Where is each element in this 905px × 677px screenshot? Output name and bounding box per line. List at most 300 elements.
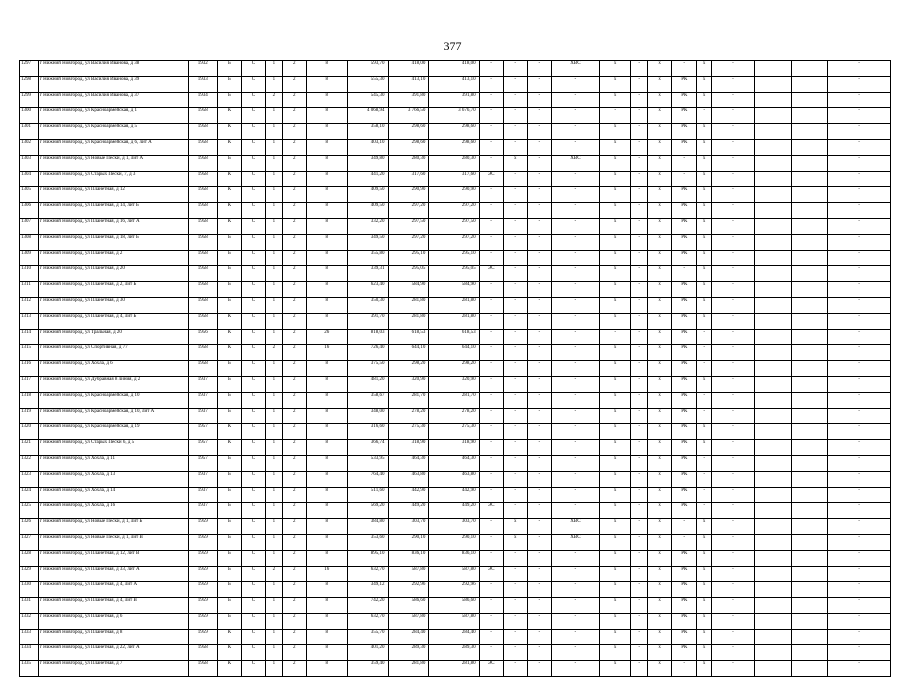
cell-x8: РК xyxy=(672,345,697,361)
table-row xyxy=(20,376,891,392)
cell-c: 8 xyxy=(306,392,347,408)
cell-x2: - xyxy=(503,250,527,266)
cell-x2: - xyxy=(503,471,527,487)
table-row xyxy=(20,566,891,582)
cell-b: 2 xyxy=(282,440,306,456)
cell-s2: 298,60 xyxy=(388,124,429,140)
cell-empty xyxy=(791,203,828,219)
cell-year: 1957 xyxy=(188,455,217,471)
cell-x10: - xyxy=(711,471,754,487)
cell-x12: - xyxy=(828,187,891,203)
cell-n: 1301 xyxy=(20,124,39,140)
cell-x7: х xyxy=(648,503,672,519)
cell-x11 xyxy=(754,471,791,487)
cell-x10: - xyxy=(711,408,754,424)
cell-a: 1 xyxy=(266,297,283,313)
cell-t: С xyxy=(241,108,265,124)
cell-s2: 298,60 xyxy=(388,139,429,155)
cell-n: 1304 xyxy=(20,171,39,187)
cell-x11 xyxy=(754,582,791,598)
cell-x3: - xyxy=(527,92,551,108)
cell-addr: г Нижний Новгород, ул Планетная, д 12 xyxy=(38,187,188,203)
cell-t: С xyxy=(241,519,265,535)
cell-a: 1 xyxy=(266,629,283,645)
table-row xyxy=(20,424,891,440)
cell-s1: 632,70 xyxy=(347,566,388,582)
cell-x1: ЭС xyxy=(479,661,503,677)
cell-x11 xyxy=(754,566,791,582)
cell-n: 1305 xyxy=(20,187,39,203)
table-row xyxy=(20,645,891,661)
cell-wall: Б xyxy=(217,250,241,266)
cell-x7: х xyxy=(648,550,672,566)
cell-n: 1330 xyxy=(20,582,39,598)
cell-empty xyxy=(791,471,828,487)
cell-x12: - xyxy=(828,250,891,266)
cell-n: 1323 xyxy=(20,471,39,487)
cell-empty xyxy=(791,187,828,203)
cell-b: 2 xyxy=(282,566,306,582)
cell-b: 2 xyxy=(282,361,306,377)
cell-wall: Б xyxy=(217,408,241,424)
cell-x3: - xyxy=(527,345,551,361)
cell-c: 8 xyxy=(306,440,347,456)
cell-n: 1318 xyxy=(20,392,39,408)
cell-x4: - xyxy=(551,92,599,108)
cell-wall: Б xyxy=(217,503,241,519)
cell-year: 1957 xyxy=(188,424,217,440)
cell-x6: - xyxy=(631,139,648,155)
cell-addr: г Нижний Новгород, ул Планетная, д 16, лит А xyxy=(38,218,188,234)
cell-s3: 298,60 xyxy=(429,139,479,155)
cell-x10: - xyxy=(711,613,754,629)
cell-x6: - xyxy=(631,550,648,566)
cell-t: С xyxy=(241,234,265,250)
cell-x3: - xyxy=(527,266,551,282)
cell-t: С xyxy=(241,61,265,77)
cell-addr: г Нижний Новгород, ул Старых Пески, 7, д 3 xyxy=(38,171,188,187)
cell-empty xyxy=(791,455,828,471)
cell-t: С xyxy=(241,250,265,266)
cell-a: 1 xyxy=(266,234,283,250)
cell-s3: 295,05 xyxy=(429,266,479,282)
cell-addr: г Нижний Новгород, ул Планетная, д 2 xyxy=(38,250,188,266)
cell-a: 1 xyxy=(266,503,283,519)
cell-c: 8 xyxy=(306,266,347,282)
cell-x10: - xyxy=(711,92,754,108)
cell-empty xyxy=(791,313,828,329)
cell-empty xyxy=(791,155,828,171)
cell-t: С xyxy=(241,661,265,677)
cell-x7: х xyxy=(648,645,672,661)
cell-x9: х xyxy=(697,250,712,266)
cell-t: С xyxy=(241,76,265,92)
cell-x11 xyxy=(754,234,791,250)
housing-registry-table xyxy=(19,60,891,677)
cell-year: 1958 xyxy=(188,218,217,234)
cell-s2: 442,90 xyxy=(388,487,429,503)
table-row xyxy=(20,266,891,282)
cell-year: 1959 xyxy=(188,598,217,614)
cell-x9: х xyxy=(697,187,712,203)
cell-x11 xyxy=(754,392,791,408)
cell-x5: х xyxy=(599,124,630,140)
cell-b: 2 xyxy=(282,266,306,282)
cell-x2: - xyxy=(503,108,527,124)
cell-x9: - xyxy=(697,361,712,377)
cell-x8: РК xyxy=(672,566,697,582)
cell-s3: 292,96 xyxy=(429,582,479,598)
cell-x4: - xyxy=(551,313,599,329)
cell-x12: - xyxy=(828,503,891,519)
cell-x5: х xyxy=(599,234,630,250)
cell-t: С xyxy=(241,629,265,645)
cell-x2: - xyxy=(503,550,527,566)
cell-n: 1297 xyxy=(20,61,39,77)
cell-x8: - xyxy=(672,534,697,550)
cell-x9: х xyxy=(697,440,712,456)
cell-x5: х xyxy=(599,487,630,503)
cell-x4: - xyxy=(551,598,599,614)
cell-c: 8 xyxy=(306,550,347,566)
cell-x8: РК xyxy=(672,297,697,313)
cell-x4: - xyxy=(551,424,599,440)
cell-x3: - xyxy=(527,376,551,392)
cell-x6: - xyxy=(631,519,648,535)
cell-empty xyxy=(791,566,828,582)
cell-x12: - xyxy=(828,361,891,377)
cell-a: 1 xyxy=(266,187,283,203)
cell-t: С xyxy=(241,440,265,456)
cell-x11 xyxy=(754,361,791,377)
cell-x6: - xyxy=(631,440,648,456)
cell-wall: К xyxy=(217,171,241,187)
cell-x2: - xyxy=(503,234,527,250)
cell-x12: - xyxy=(828,471,891,487)
cell-x4: - xyxy=(551,76,599,92)
cell-empty xyxy=(791,329,828,345)
cell-x1: - xyxy=(479,582,503,598)
cell-x3: - xyxy=(527,282,551,298)
cell-x9: х xyxy=(697,629,712,645)
cell-x9: х xyxy=(697,282,712,298)
cell-x10: - xyxy=(711,313,754,329)
cell-t: С xyxy=(241,534,265,550)
cell-c: 8 xyxy=(306,250,347,266)
cell-s2: 290,90 xyxy=(388,187,429,203)
table-row xyxy=(20,345,891,361)
cell-x2: - xyxy=(503,203,527,219)
cell-x9: х xyxy=(697,376,712,392)
cell-s1: 481,20 xyxy=(347,376,388,392)
cell-x10: - xyxy=(711,124,754,140)
cell-x5: - xyxy=(599,108,630,124)
cell-x8: - xyxy=(672,155,697,171)
cell-x3: - xyxy=(527,313,551,329)
cell-year: 1934 xyxy=(188,92,217,108)
cell-b: 2 xyxy=(282,550,306,566)
cell-empty xyxy=(791,661,828,677)
cell-x11 xyxy=(754,613,791,629)
cell-addr: г Нижний Новгород, ул Новые Пески, д 1, лит А xyxy=(38,155,188,171)
cell-c: 8 xyxy=(306,171,347,187)
cell-t: С xyxy=(241,282,265,298)
cell-s1: 348,00 xyxy=(347,408,388,424)
cell-a: 1 xyxy=(266,250,283,266)
cell-x12: - xyxy=(828,139,891,155)
cell-x5: х xyxy=(599,503,630,519)
cell-x4: - xyxy=(551,645,599,661)
cell-x12: - xyxy=(828,76,891,92)
cell-x7: х xyxy=(648,661,672,677)
cell-addr: г Нижний Новгород, ул Планетная, д 18, лит Б xyxy=(38,234,188,250)
cell-addr: г Нижний Новгород, ул Хохла, д 13 xyxy=(38,471,188,487)
cell-x7: х xyxy=(648,598,672,614)
table-row xyxy=(20,92,891,108)
cell-c: 8 xyxy=(306,313,347,329)
cell-a: 1 xyxy=(266,440,283,456)
cell-a: 1 xyxy=(266,139,283,155)
cell-t: С xyxy=(241,155,265,171)
cell-a: 1 xyxy=(266,487,283,503)
cell-a: 1 xyxy=(266,519,283,535)
cell-year: 1937 xyxy=(188,503,217,519)
cell-c: 8 xyxy=(306,108,347,124)
cell-s1: 401,20 xyxy=(347,645,388,661)
cell-empty xyxy=(791,361,828,377)
cell-n: 1303 xyxy=(20,155,39,171)
cell-x12: - xyxy=(828,534,891,550)
cell-addr: г Нижний Новгород, ул Хохла, д 11 xyxy=(38,455,188,471)
cell-s2: 317,60 xyxy=(388,171,429,187)
cell-c: 8 xyxy=(306,92,347,108)
cell-x10: - xyxy=(711,171,754,187)
cell-a: 1 xyxy=(266,124,283,140)
cell-s2: 297,20 xyxy=(388,234,429,250)
cell-a: 2 xyxy=(266,345,283,361)
cell-t: С xyxy=(241,503,265,519)
cell-s2: 836,10 xyxy=(388,550,429,566)
cell-empty xyxy=(791,297,828,313)
table-row xyxy=(20,550,891,566)
cell-x2: - xyxy=(503,582,527,598)
cell-s3: 418,00 xyxy=(429,61,479,77)
cell-year: 1958 xyxy=(188,234,217,250)
cell-empty xyxy=(791,76,828,92)
cell-x1: - xyxy=(479,487,503,503)
cell-x12: - xyxy=(828,598,891,614)
cell-x8: РК xyxy=(672,503,697,519)
cell-addr: г Нижний Новгород, ул Новые Пески, д 1, лит Б xyxy=(38,519,188,535)
cell-x9: х xyxy=(697,550,712,566)
cell-b: 2 xyxy=(282,297,306,313)
cell-x1: - xyxy=(479,313,503,329)
cell-s1: 358,67 xyxy=(347,392,388,408)
cell-c: 8 xyxy=(306,424,347,440)
cell-x6: - xyxy=(631,661,648,677)
cell-addr: г Нижний Новгород, ул Красноармейская, д 10 xyxy=(38,392,188,408)
cell-x1: - xyxy=(479,408,503,424)
cell-c: 8 xyxy=(306,487,347,503)
cell-x10: - xyxy=(711,519,754,535)
cell-x8: РК xyxy=(672,234,697,250)
cell-b: 2 xyxy=(282,345,306,361)
cell-addr: г Нижний Новгород, ул Планетная, д 2, лит Б xyxy=(38,282,188,298)
cell-x9: х xyxy=(697,645,712,661)
cell-b: 2 xyxy=(282,408,306,424)
cell-x7: х xyxy=(648,76,672,92)
cell-x3: - xyxy=(527,661,551,677)
cell-x8: РК xyxy=(672,550,697,566)
cell-x7: х xyxy=(648,361,672,377)
cell-b: 2 xyxy=(282,582,306,598)
cell-c: 8 xyxy=(306,613,347,629)
cell-b: 2 xyxy=(282,61,306,77)
cell-empty xyxy=(791,408,828,424)
cell-s2: 278,20 xyxy=(388,408,429,424)
cell-x7: х xyxy=(648,250,672,266)
cell-x11 xyxy=(754,519,791,535)
cell-x1: ЭС xyxy=(479,503,503,519)
cell-x3: - xyxy=(527,218,551,234)
cell-a: 1 xyxy=(266,392,283,408)
cell-s2: 584,90 xyxy=(388,282,429,298)
cell-wall: Б xyxy=(217,61,241,77)
cell-x5: х xyxy=(599,455,630,471)
cell-t: С xyxy=(241,218,265,234)
cell-x3: - xyxy=(527,139,551,155)
cell-x6: - xyxy=(631,424,648,440)
cell-addr: г Нижний Новгород, ул Хохла, д 16 xyxy=(38,503,188,519)
cell-b: 2 xyxy=(282,108,306,124)
cell-x4: ХВС xyxy=(551,61,599,77)
cell-empty xyxy=(791,234,828,250)
cell-addr: г Нижний Новгород, ул Планетная, д 12, лит В xyxy=(38,550,188,566)
cell-x7: х xyxy=(648,424,672,440)
table-row xyxy=(20,282,891,298)
cell-x7: х xyxy=(648,345,672,361)
cell-empty xyxy=(791,124,828,140)
table-row xyxy=(20,455,891,471)
cell-b: 2 xyxy=(282,313,306,329)
cell-x10: - xyxy=(711,234,754,250)
cell-s2: 318,90 xyxy=(388,440,429,456)
table-row xyxy=(20,76,891,92)
cell-addr: г Нижний Новгород, ул Планетная, д 33, лит А xyxy=(38,566,188,582)
cell-s2: 3 766,50 xyxy=(388,108,429,124)
cell-x2: - xyxy=(503,282,527,298)
cell-x2: - xyxy=(503,613,527,629)
cell-s2: 320,90 xyxy=(388,376,429,392)
cell-x1: - xyxy=(479,629,503,645)
cell-empty xyxy=(791,503,828,519)
cell-x1: - xyxy=(479,155,503,171)
cell-s3: 297,50 xyxy=(429,218,479,234)
cell-x2: - xyxy=(503,376,527,392)
cell-n: 1306 xyxy=(20,203,39,219)
cell-x2: х xyxy=(503,155,527,171)
cell-s3: 281,70 xyxy=(429,392,479,408)
cell-x11 xyxy=(754,345,791,361)
cell-s1: 764,40 xyxy=(347,471,388,487)
cell-x4: - xyxy=(551,297,599,313)
table-body xyxy=(20,61,891,677)
cell-x6: - xyxy=(631,566,648,582)
cell-wall: Б xyxy=(217,598,241,614)
cell-s1: 332,20 xyxy=(347,218,388,234)
cell-x9: - xyxy=(697,408,712,424)
cell-x11 xyxy=(754,408,791,424)
cell-c: 8 xyxy=(306,297,347,313)
cell-n: 1320 xyxy=(20,424,39,440)
cell-x5: х xyxy=(599,297,630,313)
cell-c: 8 xyxy=(306,582,347,598)
cell-s1: 555,30 xyxy=(347,76,388,92)
cell-b: 2 xyxy=(282,218,306,234)
table-row xyxy=(20,487,891,503)
cell-s2: 587,80 xyxy=(388,613,429,629)
cell-year: 1958 xyxy=(188,282,217,298)
cell-x2: - xyxy=(503,92,527,108)
cell-x2: - xyxy=(503,187,527,203)
cell-x9: - xyxy=(697,471,712,487)
cell-x1: - xyxy=(479,455,503,471)
cell-empty xyxy=(791,376,828,392)
cell-x12: - xyxy=(828,392,891,408)
cell-x5: х xyxy=(599,440,630,456)
cell-x11 xyxy=(754,629,791,645)
cell-year: 1959 xyxy=(188,582,217,598)
cell-x10: - xyxy=(711,582,754,598)
cell-n: 1311 xyxy=(20,282,39,298)
cell-x9: х xyxy=(697,92,712,108)
cell-s3: 587,80 xyxy=(429,566,479,582)
cell-n: 1298 xyxy=(20,76,39,92)
cell-x2: - xyxy=(503,645,527,661)
cell-x12: - xyxy=(828,124,891,140)
cell-n: 1317 xyxy=(20,376,39,392)
cell-x3: - xyxy=(527,487,551,503)
cell-t: С xyxy=(241,582,265,598)
cell-t: С xyxy=(241,613,265,629)
cell-wall: Б xyxy=(217,155,241,171)
cell-c: 8 xyxy=(306,503,347,519)
cell-x12: - xyxy=(828,582,891,598)
cell-x12: - xyxy=(828,613,891,629)
cell-s1: 366,74 xyxy=(347,440,388,456)
cell-year: 1933 xyxy=(188,76,217,92)
cell-x10: - xyxy=(711,376,754,392)
cell-x11 xyxy=(754,661,791,677)
cell-x9: х xyxy=(697,424,712,440)
cell-a: 1 xyxy=(266,361,283,377)
cell-x8: - xyxy=(672,61,697,77)
cell-s3: 281,80 xyxy=(429,297,479,313)
cell-c: 8 xyxy=(306,155,347,171)
cell-wall: К xyxy=(217,139,241,155)
cell-year: 1937 xyxy=(188,487,217,503)
cell-x5: х xyxy=(599,629,630,645)
cell-b: 2 xyxy=(282,534,306,550)
cell-wall: Б xyxy=(217,487,241,503)
cell-wall: К xyxy=(217,203,241,219)
cell-x3: - xyxy=(527,550,551,566)
cell-x5: х xyxy=(599,392,630,408)
cell-s1: 391,70 xyxy=(347,313,388,329)
cell-x5: х xyxy=(599,76,630,92)
cell-x8: РК xyxy=(672,203,697,219)
table-row xyxy=(20,187,891,203)
